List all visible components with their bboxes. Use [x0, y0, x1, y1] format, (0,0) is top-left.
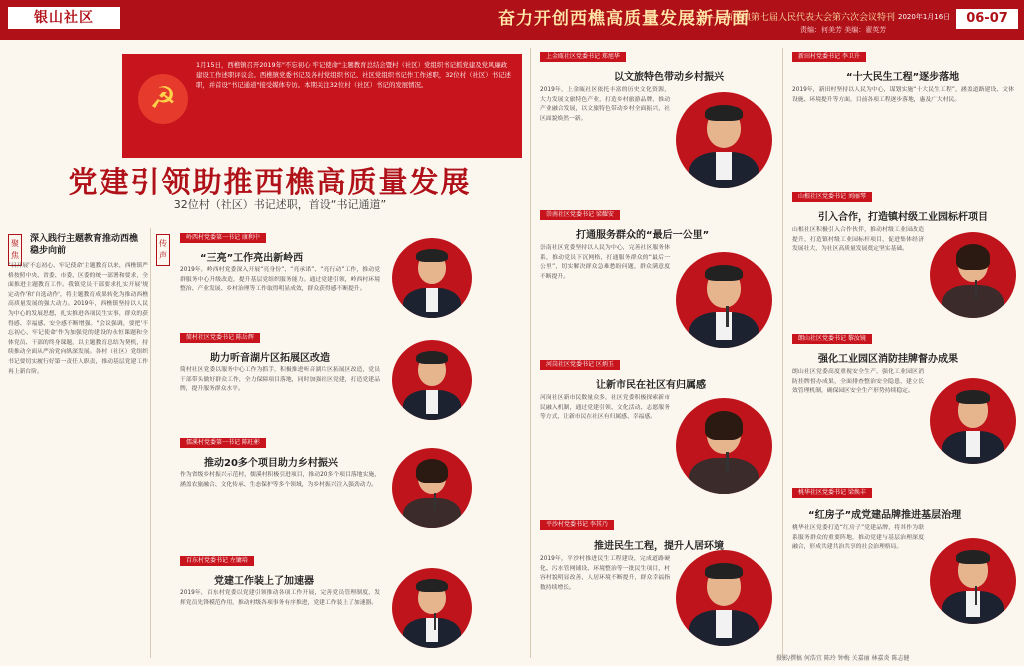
- masthead-date: 2020年1月16日: [898, 13, 951, 21]
- side-tag-focus: 聚焦: [8, 234, 22, 266]
- article-body: 朗山社区党委高度重视安全生产，强化工业园区消防挂牌督办成果，全面排查整治安全隐患，建立长效管理机制，确保园区安全生产形势持续稳定。: [792, 369, 924, 395]
- banner-text: 1月15日，西樵镇召开2019年"不忘初心 牢记使命"主题教育总结会暨村（社区）党组织书记抓党建及党风廉政建设工作述职评议会。西樵镇党委书记及各村党组织书记、社区党组织书记作工作述职，32位村（社区）书记述职，并首设"书记通道"接受媒体专访。本期关注32位村（社区）书记的发展情况。: [196, 61, 511, 89]
- article-body: 2019年，岭西村党委深入开展“亮身份”、“亮承诺”、“亮行动”工作，推动党群服务中心升级改造，提升基层党组织服务能力。通过党建引领，岭西村环境整治、产业发展、乡村治理等工作取得明显成效，群众获得感不断提升。: [180, 267, 380, 293]
- portrait-photo: [676, 550, 772, 646]
- masthead-editors: 责编：何美芳 美编：翟英芳: [800, 26, 887, 34]
- portrait-photo: [392, 568, 472, 648]
- article-title: 推进民生工程，提升人居环境: [594, 541, 724, 552]
- portrait-photo: [676, 92, 772, 188]
- article-kicker: 简村社区党委书记 陈岳辉: [180, 333, 260, 343]
- article-body: 2019年，上金瓯社区依托丰富的历史文化资源，大力发展文旅特色产业，打造乡村旅游品牌，推动产业融合发展，以文旅特色带动乡村全面振兴，社区面貌焕然一新。: [540, 87, 670, 122]
- article-body: 2019年，百东村党委以党建引领推动各项工作开展，完善党员管理制度，发挥党员先锋模范作用，推动村级各项事务有序推进，党建工作装上了加速器。: [180, 590, 380, 606]
- article-body: 2019年，新田村坚持以人民为中心，谋划实施“十大民生工程”，涵盖道路建设、文体设施、环境提升等方面，目前各项工程逐步落地，惠及广大村民。: [792, 87, 1014, 103]
- article-title: 推动20多个项目助力乡村振兴: [204, 458, 338, 469]
- masthead: [0, 0, 1024, 40]
- photo-credits: 摄影/撰稿 何浩宜 陈玲 钟梅 关嘉丽 林嘉炎 陈志健: [776, 655, 910, 662]
- side-tag-voice: 传声: [156, 234, 170, 266]
- article-kicker: 百东村党委书记 左镛培: [180, 556, 254, 566]
- article-title: “红房子”成党建品牌推进基层治理: [808, 510, 962, 521]
- article-kicker: 平沙村党委书记 李其乃: [540, 520, 614, 530]
- left-article-body: "日开展'不忘初心、牢记使命'主题教育以来，西樵镇严格按照中央、省委、市委、区委的统一部署和要求，全面推进主题教育工作。我镇党员干部要求扎实开展'规定动作'和'自选动作'，将主题教育成果转化为推动西樵高质量发展的强大动力。2019年，西樵镇坚持以人民为中心的发展思想，扎实推进各项民生实事，群众的获得感、幸福感、安全感不断增强。"会议强调，要把'不忘初心、牢记使命'作为加强党的建设的永恒课题和全体党员、干部的终身课题，以主题教育总结为契机，持续推动全面从严治党向纵深发展。各村（社区）党组织书记要切实履行好第一责任人职责，推动基层党建工作再上新台阶。: [8, 263, 148, 375]
- article-title: 引入合作，打造镇村级工业园标杆项目: [818, 212, 988, 223]
- article-kicker: 岭西村党委第一书记 康利中: [180, 233, 266, 243]
- portrait-photo: [392, 448, 472, 528]
- article-kicker: 崇南社区党委书记 梁耀安: [540, 210, 620, 220]
- article-kicker: 儒溪村党委第一书记 陈旺彬: [180, 438, 266, 448]
- article-body: 桃华社区党委打造“红房子”党建品牌，将其作为联系服务群众的重要阵地，推动党建与基层治理深度融合，形成共建共治共享的社会治理格局。: [792, 525, 924, 551]
- article-title: “十大民生工程”逐步落地: [846, 72, 960, 83]
- article-kicker: 新田村党委书记 李卫升: [792, 52, 866, 62]
- party-emblem-icon: ☭: [138, 74, 188, 124]
- article-body: 简村社区党委以服务中心工作为抓手，积极推进听音湖片区拓展区改造，党员干部带头做好群众工作，全力保障项目落地，同时加强社区党建，打造党建品牌，提升服务群众水平。: [180, 367, 380, 393]
- portrait-photo: [930, 378, 1016, 464]
- article-body: 2019年，平沙村推进民生工程建设，完成道路硬化、污水管网铺设、环境整治等一批民生项目，村容村貌明显改善，人居环境不断提升，群众幸福指数持续增长。: [540, 556, 670, 591]
- article-title: 党建工作装上了加速器: [214, 576, 314, 587]
- portrait-photo: [930, 538, 1016, 624]
- portrait-photo: [676, 398, 772, 494]
- page-subhead: 32位村（社区）书记述职，首设“书记通道”: [173, 198, 387, 211]
- portrait-photo: [392, 238, 472, 318]
- masthead-subtitle: ——西樵镇第七届人民代表大会第六次会议特刊: [706, 13, 896, 23]
- article-body: 山根社区积极引入合作伙伴，推动村级工业园改造提升，打造镇村级工业园标杆项目，促进集体经济发展壮大，为社区高质量发展奠定坚实基础。: [792, 227, 924, 253]
- left-article-title: 深入践行主题教育推动西樵稳步向前: [30, 234, 139, 256]
- masthead-title: 奋力开创西樵高质量发展新局面: [498, 9, 750, 29]
- article-kicker: 上金瓯社区党委书记 郑旭华: [540, 52, 626, 62]
- article-title: “三亮”工作亮出新岭西: [200, 253, 304, 264]
- article-title: 打通服务群众的“最后一公里”: [576, 230, 710, 241]
- page-number: 06-07: [956, 9, 1018, 29]
- article-title: 强化工业园区消防挂牌督办成果: [818, 354, 958, 365]
- portrait-photo: [930, 232, 1016, 318]
- article-body: 河岗社区新市民数量众多，社区党委积极探索新市民融入机制，通过党建引领、文化活动、志愿服务等方式，让新市民在社区有归属感、幸福感。: [540, 395, 670, 421]
- article-body: 作为省级乡村振兴示范村，儒溪村积极引进项目，推动20多个项目落地实施，涵盖农旅融合、文化传承、生态保护等多个领域，为乡村振兴注入强劲动力。: [180, 472, 380, 488]
- article-kicker: 桃华社区党委书记 梁焕丰: [792, 488, 872, 498]
- article-title: 让新市民在社区有归属感: [596, 380, 706, 391]
- article-body: 崇南社区党委坚持以人民为中心，完善社区服务体系，推动党员下沉网格，打通服务群众的“最后一公里”，切实解决群众急难愁盼问题，群众满意度不断提升。: [540, 245, 670, 280]
- portrait-photo: [676, 252, 772, 348]
- article-kicker: 山根社区党委书记 刘丽琴: [792, 192, 872, 202]
- masthead-logo: 银山社区: [8, 7, 120, 29]
- portrait-photo: [392, 340, 472, 420]
- page-headline: 党建引领助推西樵高质量发展: [68, 165, 472, 199]
- article-kicker: 河岗社区党委书记 区炳玉: [540, 360, 620, 370]
- article-title: 助力听音湖片区拓展区改造: [210, 353, 330, 364]
- article-title: 以文旅特色带动乡村振兴: [614, 72, 724, 83]
- article-kicker: 朗山社区党委书记 黎汝镜: [792, 334, 872, 344]
